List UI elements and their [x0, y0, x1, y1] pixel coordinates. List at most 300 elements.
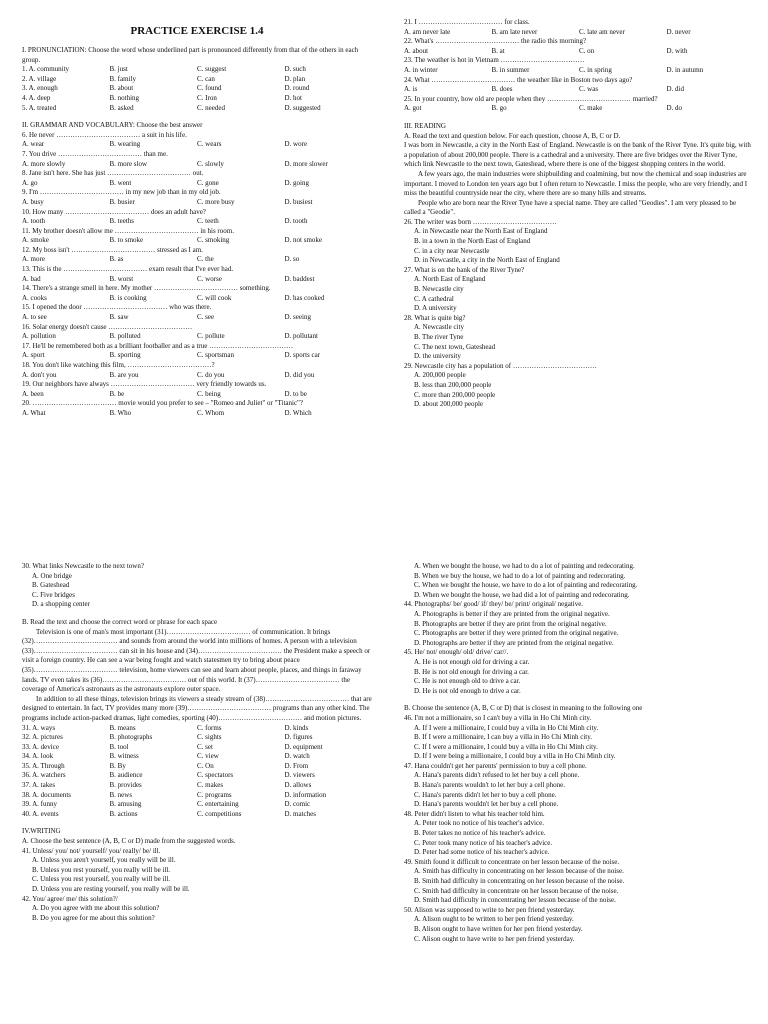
option-a: A. When we bought the house, we had to do a lot of painting and redecorating.	[414, 562, 635, 570]
question-text: 25. In your country, how old are people when they ……………………………… married?	[404, 94, 658, 103]
option-stack	[404, 771, 754, 809]
option-b: B. Gateshead	[32, 581, 70, 590]
question-26	[404, 218, 754, 266]
option-d: D. information	[284, 790, 327, 799]
option-c: C. in spring	[579, 65, 612, 74]
question-25	[404, 95, 754, 114]
option-a: A. wear	[22, 140, 45, 149]
option-c: C. Photographs are better if they were printed from the original negative.	[414, 629, 619, 638]
option-d: D. suggested	[284, 103, 321, 112]
option-row	[22, 236, 372, 246]
question-text: 13. This is the ……………………………… exam result that I've ever had.	[22, 265, 234, 274]
option-d: D. viewers	[284, 771, 315, 780]
option-b: B. The river Tyne	[414, 333, 464, 341]
option-d: D. did you	[284, 370, 315, 379]
option-c: C. Peter took many notice of his teacher's advice.	[414, 838, 553, 847]
option-d: D. busiest	[284, 197, 313, 206]
option-b: B. as	[109, 255, 124, 264]
option-d: D. not smoke	[284, 236, 323, 245]
option-d: D. about 200,000 people	[414, 400, 484, 409]
option-c: C. worse	[197, 274, 222, 283]
question-text: 21. I ……………………………… for class.	[404, 18, 530, 26]
question-48	[404, 810, 754, 858]
option-row	[404, 85, 754, 95]
option-c: C. late am never	[579, 27, 625, 36]
option-c: C. The next town, Gateshead	[414, 342, 496, 351]
option-b: B. family	[109, 74, 136, 83]
reading-paragraph-1: I was born in Newcastle, a city in the North East of England. Newcastle is on the bank of the River Tyne. It's quite big, with a population of about 200,000 people. There is a cathedral and a university. There are five bridges over the River Tyne, which link Newcastle to the next town, Gateshead, where there is one of the biggest shopping centers in the world.	[404, 141, 751, 169]
option-b: B. at	[491, 46, 505, 55]
option-d: D. going	[284, 178, 309, 187]
option-d: D. in Newcastle, a city in the North East of England	[414, 256, 560, 265]
option-a: A. Peter took no notice of his teacher's advice.	[414, 819, 544, 828]
option-c: C. more than 200,000 people	[414, 390, 496, 399]
option-c: C. the	[197, 255, 214, 264]
reading-instructions: A. Read the text and question below. For each question, choose A, B, C or D.	[404, 131, 621, 140]
option-b: B. nothing	[109, 93, 140, 102]
option-b: B. more slow	[109, 159, 148, 168]
option-c: C. will cook	[197, 293, 232, 302]
option-d: D. Smith had difficulty in concentrating her lesson because of the noise.	[414, 896, 616, 905]
option-b: B. Who	[109, 408, 132, 417]
bottom-right-column	[404, 562, 754, 944]
option-b: B. about	[109, 84, 134, 93]
option-d: D. baddest	[284, 274, 315, 283]
cloze-paragraph-1: Television is one of man's most important (31)……………………………… of communication. It brings (32)……………………………… and sounds from around the world into millions of homes. A person with a television (33)……………………………… can sit in his house and (34)……………………………… the President make a speech or visit a foreign country. He can see a war being fought and watch statesmen try to bring about peace (35)……………………………… television, home viewers can see and learn about people, places, and things in faraway lands. TV even takes its (36)……………………………… out of this world. It (37)……………………………… the coverage of America's astronauts as the astronauts explore outer space.	[22, 627, 371, 694]
question-43-options	[404, 562, 754, 600]
option-b: B. Do you agree for me about this solution?	[32, 913, 155, 922]
question-text: 30. What links Newcastle to the next town?	[22, 562, 144, 570]
option-d: D. If I were being a millionaire, I could buy a villa in Ho Chi Minh city.	[414, 752, 616, 761]
option-d: D. pollutant	[284, 332, 318, 341]
option-d: D. Photographs are better if they are printed from the original negative.	[414, 638, 614, 647]
reading-question-list	[404, 218, 754, 410]
option-c: C. Hana's parents didn't let her to buy a cell phone.	[414, 790, 557, 799]
question-text: 24. What ……………………………… the weather like in Boston two days ago?	[404, 75, 633, 84]
option-c: C. A cathedral	[414, 294, 454, 303]
question-15	[22, 303, 372, 322]
option-b: B. By	[109, 761, 126, 770]
option-a: 38. A. documents	[22, 790, 71, 799]
option-b: B. in summer	[491, 65, 530, 74]
question-text: 29. Newcastle city has a population of ………………………………	[404, 361, 597, 370]
option-row	[22, 743, 372, 753]
option-a: 35. A. Through	[22, 761, 65, 770]
option-b: B. asked	[109, 103, 134, 112]
option-b: B. wearing	[109, 140, 141, 149]
question-29	[404, 362, 754, 410]
option-c: C. competitions	[197, 809, 242, 818]
option-b: B. less than 200,000 people	[414, 380, 492, 389]
question-18	[22, 361, 372, 380]
option-d: D. tooth	[284, 217, 308, 226]
grammar-heading: II. GRAMMAR AND VOCABULARY: Choose the best answer	[22, 121, 203, 130]
option-b: B. actions	[109, 809, 138, 818]
option-a: A. Hana's parents didn't refused to let her buy a cell phone.	[414, 771, 580, 780]
option-stack	[404, 867, 754, 905]
question-text: 22. What's ……………………………… the radio this morning?	[404, 37, 587, 46]
option-row	[22, 332, 372, 342]
question-text: 45. He/ not/ enough/ old/ drive/ car//.	[404, 648, 509, 657]
option-b: B. sporting	[109, 351, 141, 360]
question-23	[404, 56, 754, 75]
top-right-column	[404, 18, 754, 410]
cloze-heading: B. Read the text and choose the correct word or phrase for each space	[22, 617, 218, 626]
option-d: D. From	[284, 761, 309, 770]
question-text: 46. I'm not a millionaire, so I can't buy a villa in Ho Chi Minh city.	[404, 713, 592, 722]
cloze-paragraph-2: In addition to all these things, television brings its viewers a steady stream of (38)……………………………… that are designed to entertain. In fact, TV provides many more (39)……………………………… programs than any other kind. The programs include action-packed dramas, light comedies, sporting (40)……………………………… and motion pictures.	[22, 694, 372, 722]
option-d: D. Peter had some notice of his teacher's advice.	[414, 848, 550, 857]
option-a: 31. A. ways	[22, 723, 56, 732]
option-d: D. hot	[284, 93, 302, 102]
cloze-options-list	[22, 724, 372, 820]
option-row	[22, 140, 372, 150]
question-text: 16. Solar energy doesn't cause ………………………………	[22, 322, 193, 331]
question-text: 23. The weather is hot in Vietnam ………………………………	[404, 56, 585, 65]
option-d: D. sports car	[284, 351, 321, 360]
option-a: A. to see	[22, 313, 47, 322]
question-text: 18. You don't like watching this film, ………………………………?	[22, 361, 215, 369]
option-c: C. wears	[197, 140, 222, 149]
question-19	[22, 380, 372, 399]
option-b: B. Smith had difficulty in concentrating on her lesson because of the noise.	[414, 877, 625, 885]
option-b: B. witness	[109, 752, 139, 761]
question-28	[404, 314, 754, 362]
option-b: B. photographs	[109, 733, 153, 742]
option-stack	[404, 323, 754, 361]
option-c: C. gone	[197, 178, 219, 187]
option-c: C. forms	[197, 723, 222, 732]
option-d: D. When we bought the house, we had did a lot of painting and redecorating.	[414, 590, 630, 599]
option-b: B. If I were a millionaire, I can buy a villa in Ho Chi Minh city.	[414, 733, 593, 742]
option-row	[22, 84, 372, 94]
option-b: B. to smoke	[109, 236, 144, 245]
option-b: B. went	[109, 178, 132, 187]
question-text: 7. You drive ……………………………… than me.	[22, 149, 168, 158]
option-b: B. does	[491, 85, 513, 94]
option-c: C. On	[197, 761, 214, 770]
question-49	[404, 858, 754, 906]
option-a: A. Alison ought to be written to her pen friend yesterday.	[414, 915, 574, 924]
grammar-list-continued	[404, 18, 754, 114]
option-a: A. One bridge	[32, 571, 72, 580]
option-a: 39. A. funny	[22, 800, 57, 809]
option-c: C. in a city near Newcastle	[414, 246, 490, 255]
option-row	[404, 104, 754, 114]
option-a: A. about	[404, 46, 429, 55]
question-text: 14. There's a strange smell in here. My mother ……………………………… something.	[22, 284, 271, 293]
option-a: 4. A. deep	[22, 93, 51, 102]
option-d: D. comic	[284, 800, 311, 809]
option-b: B. Photographs are better if they are print from the original negative.	[414, 619, 607, 628]
option-d: D. did	[666, 85, 684, 94]
question-46	[404, 714, 754, 762]
option-a: 32. A. pictures	[22, 733, 63, 742]
option-a: A. is	[404, 85, 418, 94]
option-d: D. round	[284, 84, 310, 93]
option-d: D. Which	[284, 408, 312, 417]
reading-paragraph-2: A few years ago, the main industries were shipbuilding and coalmining, but now the chemical and soap industries are important. I moved to London ten years ago but I often return to Newcastle. I miss the people, who are very friendly, and I miss the beautiful countryside near the city, where there are so many hills and streams.	[404, 169, 748, 198]
option-c: C. smoking	[197, 236, 230, 245]
option-stack	[404, 227, 754, 265]
option-b: B. When we buy the house, we had to do a lot of painting and redecorating.	[414, 571, 626, 580]
question-7	[22, 150, 372, 169]
reading-heading: III. READING	[404, 121, 446, 130]
question-47	[404, 762, 754, 810]
option-c: C. on	[579, 46, 595, 55]
question-10	[22, 208, 372, 227]
option-c: C. Iron	[197, 93, 217, 102]
closest-meaning-list	[404, 714, 754, 944]
question-22	[404, 37, 754, 56]
option-d: D. Unless you are resting yourself, you really will be ill.	[32, 885, 190, 893]
option-d: D. figures	[284, 733, 313, 742]
option-row	[22, 371, 372, 381]
option-row	[22, 762, 372, 772]
option-c: C. set	[197, 742, 213, 751]
option-a: A. He is not enough old for driving a car.	[414, 657, 530, 666]
option-c: C. make	[579, 104, 603, 113]
option-c: C. sportsman	[197, 351, 234, 360]
option-a: A. in Newcastle near the North East of England	[414, 227, 548, 236]
question-24	[404, 76, 754, 95]
option-d: D. allows	[284, 781, 312, 790]
option-a: A. more	[22, 255, 45, 264]
question-text: 47. Hana couldn't get her parents' permission to buy a cell phone.	[404, 761, 587, 770]
question-text: 19. Our neighbors have always ……………………………… very friendly towards us.	[22, 380, 267, 389]
writing-heading: IV.WRITING	[22, 827, 61, 836]
option-row	[22, 810, 372, 820]
question-text: 11. My brother doesn't allow me ……………………………… in his room.	[22, 226, 234, 235]
question-42	[22, 895, 372, 924]
grammar-list	[22, 131, 372, 419]
option-row	[22, 752, 372, 762]
question-6	[22, 131, 372, 150]
option-d: D. seeing	[284, 313, 311, 322]
option-d: D. matches	[284, 809, 316, 818]
option-d: D. never	[666, 27, 691, 36]
option-stack	[404, 819, 754, 857]
option-stack	[404, 275, 754, 313]
option-b: B. in a town in the North East of England	[414, 237, 531, 246]
option-a: 40. A. events	[22, 809, 59, 818]
option-b: B. are you	[109, 370, 139, 379]
option-b: B. go	[491, 104, 507, 113]
option-a: 34. A. look	[22, 752, 54, 761]
option-b: B. be	[109, 389, 125, 398]
question-text: 15. I opened the door ……………………………… who was there.	[22, 303, 212, 312]
question-8	[22, 169, 372, 188]
question-text: 9. I'm ……………………………… in my new job than in my old job.	[22, 188, 221, 197]
option-b: B. polluted	[109, 332, 141, 341]
option-a: A. What	[22, 408, 46, 417]
question-9	[22, 188, 372, 207]
question-16	[22, 323, 372, 342]
option-row	[22, 65, 372, 75]
question-text: 26. The writer was born ………………………………	[404, 217, 557, 226]
option-row	[22, 771, 372, 781]
option-row	[404, 28, 754, 38]
option-b: B. busier	[109, 197, 135, 206]
option-c: C. If I were a millionaire, I could buy a villa in Ho Chi Minh city.	[414, 742, 598, 751]
option-row	[22, 800, 372, 810]
option-d: D. the university	[414, 352, 461, 361]
option-b: B. worst	[109, 274, 134, 283]
option-d: D. a shopping center	[32, 600, 90, 609]
question-text: 8. Jane isn't here. She has just ……………………………… out.	[22, 169, 204, 178]
option-a: A. more slowly	[22, 159, 66, 168]
question-text: 28. What is quite big?	[404, 313, 466, 322]
option-d: D. watch	[284, 752, 310, 761]
option-c: C. entertaining	[197, 800, 239, 809]
option-c: C. makes	[197, 781, 224, 790]
option-c: C. needed	[197, 103, 225, 112]
option-b: B. saw	[109, 313, 129, 322]
question-13	[22, 265, 372, 284]
question-text: 20. ……………………………… movie would you prefer to see – "Romeo and Juliet" or "Titanic"?	[22, 399, 304, 408]
option-c: C. Smith had difficulty in concentrate on her lesson because of the noise.	[414, 886, 619, 895]
writing-instructions: A. Choose the best sentence (A, B, C or D) made from the suggested words.	[22, 837, 236, 846]
option-a: A. busy	[22, 197, 44, 206]
closest-meaning-heading: B. Choose the sentence (A, B, C or D) that is closest in meaning to the following one	[404, 704, 643, 713]
option-c: C. slowly	[197, 159, 224, 168]
option-a: 1. A. community	[22, 65, 70, 74]
option-row	[22, 409, 372, 419]
question-11	[22, 227, 372, 246]
option-stack	[404, 915, 754, 944]
option-c: C. Alison ought to have write to her pen friend yesterday.	[414, 934, 575, 943]
option-row	[404, 66, 754, 76]
question-14	[22, 284, 372, 303]
option-a: A. cooks	[22, 293, 47, 302]
option-b: B. provides	[109, 781, 142, 790]
option-d: D. equipment	[284, 742, 323, 751]
option-d: D. kinds	[284, 723, 309, 732]
option-row	[22, 104, 372, 114]
option-d: D. in autumn	[666, 65, 704, 74]
option-a: A. been	[22, 389, 44, 398]
option-a: 5. A. treated	[22, 103, 57, 112]
option-row	[22, 75, 372, 85]
option-d: D. A university	[414, 304, 457, 313]
pronunciation-list	[22, 65, 372, 113]
option-a: A. Photographs is better if they are printed from the original negative.	[414, 609, 610, 618]
option-c: C. was	[579, 85, 599, 94]
reading-paragraph-3: People who are born near the River Tyne have a special name. They are called "Geodies". I am very pleased to be called a "Geodie".	[404, 198, 737, 217]
question-17	[22, 342, 372, 361]
option-row	[22, 733, 372, 743]
option-c: C. spectators	[197, 771, 234, 780]
option-a: 37. A. takes	[22, 781, 56, 790]
question-text: 50. Alison was supposed to write to her pen friend yesterday.	[404, 905, 575, 914]
option-c: C. view	[197, 752, 219, 761]
option-d: D. has cooked	[284, 293, 325, 302]
option-row	[22, 94, 372, 104]
question-text: 41. Unless/ you/ not/ yourself/ you/ really/ be/ ill.	[22, 846, 161, 855]
option-b: B. Peter takes no notice of his teacher's advice.	[414, 829, 546, 838]
option-a: A. am never late	[404, 27, 451, 36]
option-a: A. Do you agree with me about this solution?	[32, 904, 160, 913]
page-title: PRACTICE EXERCISE 1.4	[130, 25, 264, 37]
option-row	[22, 255, 372, 265]
option-c: C. programs	[197, 790, 232, 799]
question-44	[404, 600, 754, 648]
option-b: B. am late never	[491, 27, 538, 36]
option-b: B. news	[109, 790, 133, 799]
question-30	[22, 562, 372, 610]
top-left-column	[22, 18, 372, 419]
option-c: C. being	[197, 389, 221, 398]
option-c: C. He is not enough old to drive a car.	[414, 677, 521, 686]
option-a: A. smoke	[22, 236, 49, 245]
option-a: A. go	[22, 178, 38, 187]
option-a: A. Unless you aren't yourself, you really will be ill.	[32, 856, 176, 865]
option-b: B. tool	[109, 742, 129, 751]
question-text: 44. Photographs/ be/ good/ if/ they/ be/ print/ original/ negative.	[404, 600, 584, 609]
question-41	[22, 847, 372, 895]
question-50	[404, 906, 754, 944]
option-row	[22, 390, 372, 400]
option-a: A. sport	[22, 351, 45, 360]
question-text: 10. How many ……………………………… does an adult have?	[22, 207, 206, 216]
option-d: D. to be	[284, 389, 307, 398]
option-a: A. don't you	[22, 370, 57, 379]
question-text: 12. My boss isn't ……………………………… stressed as I am.	[22, 245, 203, 254]
option-c: C. suggest	[197, 65, 227, 74]
option-c: C. Whom	[197, 408, 225, 417]
option-a: 2. A. village	[22, 74, 57, 83]
question-21	[404, 18, 754, 37]
option-row	[22, 313, 372, 323]
option-a: A. in winter	[404, 65, 438, 74]
option-a: 36. A. watchers	[22, 771, 66, 780]
question-27	[404, 266, 754, 314]
option-d: D. so	[284, 255, 300, 264]
option-row	[22, 198, 372, 208]
question-text: 17. He'll be remembered both as a brilliant footballer and as a true ………………………………	[22, 341, 294, 350]
option-a: A. tooth	[22, 217, 45, 226]
option-d: D. such	[284, 65, 306, 74]
question-text: 48. Peter didn't listen to what his teacher told him.	[404, 809, 545, 818]
option-a: A. Smith has difficulty in concentrating on her lesson because of the noise.	[414, 867, 624, 876]
option-c: C. teeth	[197, 217, 219, 226]
option-b: B. amusing	[109, 800, 142, 809]
option-b: B. Newcastle city	[414, 285, 464, 294]
option-c: C. When we bought the house, we have to do a lot of painting and redecorating.	[414, 581, 638, 590]
option-row	[22, 351, 372, 361]
option-c: C. Unless you rest yourself, you really will be ill.	[32, 875, 171, 884]
option-a: 33. A. device	[22, 742, 59, 751]
option-b: B. means	[109, 723, 136, 732]
option-d: D. plan	[284, 74, 306, 83]
bottom-left-column	[22, 562, 372, 923]
option-d: D. Hana's parents wouldn't let her buy a cell phone.	[414, 800, 559, 809]
option-row	[22, 160, 372, 170]
option-c: C. do you	[197, 370, 225, 379]
pronunciation-heading: I. PRONUNCIATION: Choose the word whose underlined part is pronounced differently from that of the others in each group.	[22, 46, 359, 64]
option-stack	[404, 371, 754, 409]
option-b: B. teeths	[109, 217, 134, 226]
option-d: D. with	[666, 46, 688, 55]
option-a: A. pollution	[22, 332, 56, 341]
option-stack	[404, 724, 754, 762]
option-a: A. If I were a millionaire, I could buy a villa in Ho Chi Minh city.	[414, 723, 599, 732]
option-row	[22, 179, 372, 189]
option-row	[404, 47, 754, 57]
option-b: B. just	[109, 65, 128, 74]
option-c: C. see	[197, 313, 215, 322]
option-d: D. more slower	[284, 159, 328, 168]
